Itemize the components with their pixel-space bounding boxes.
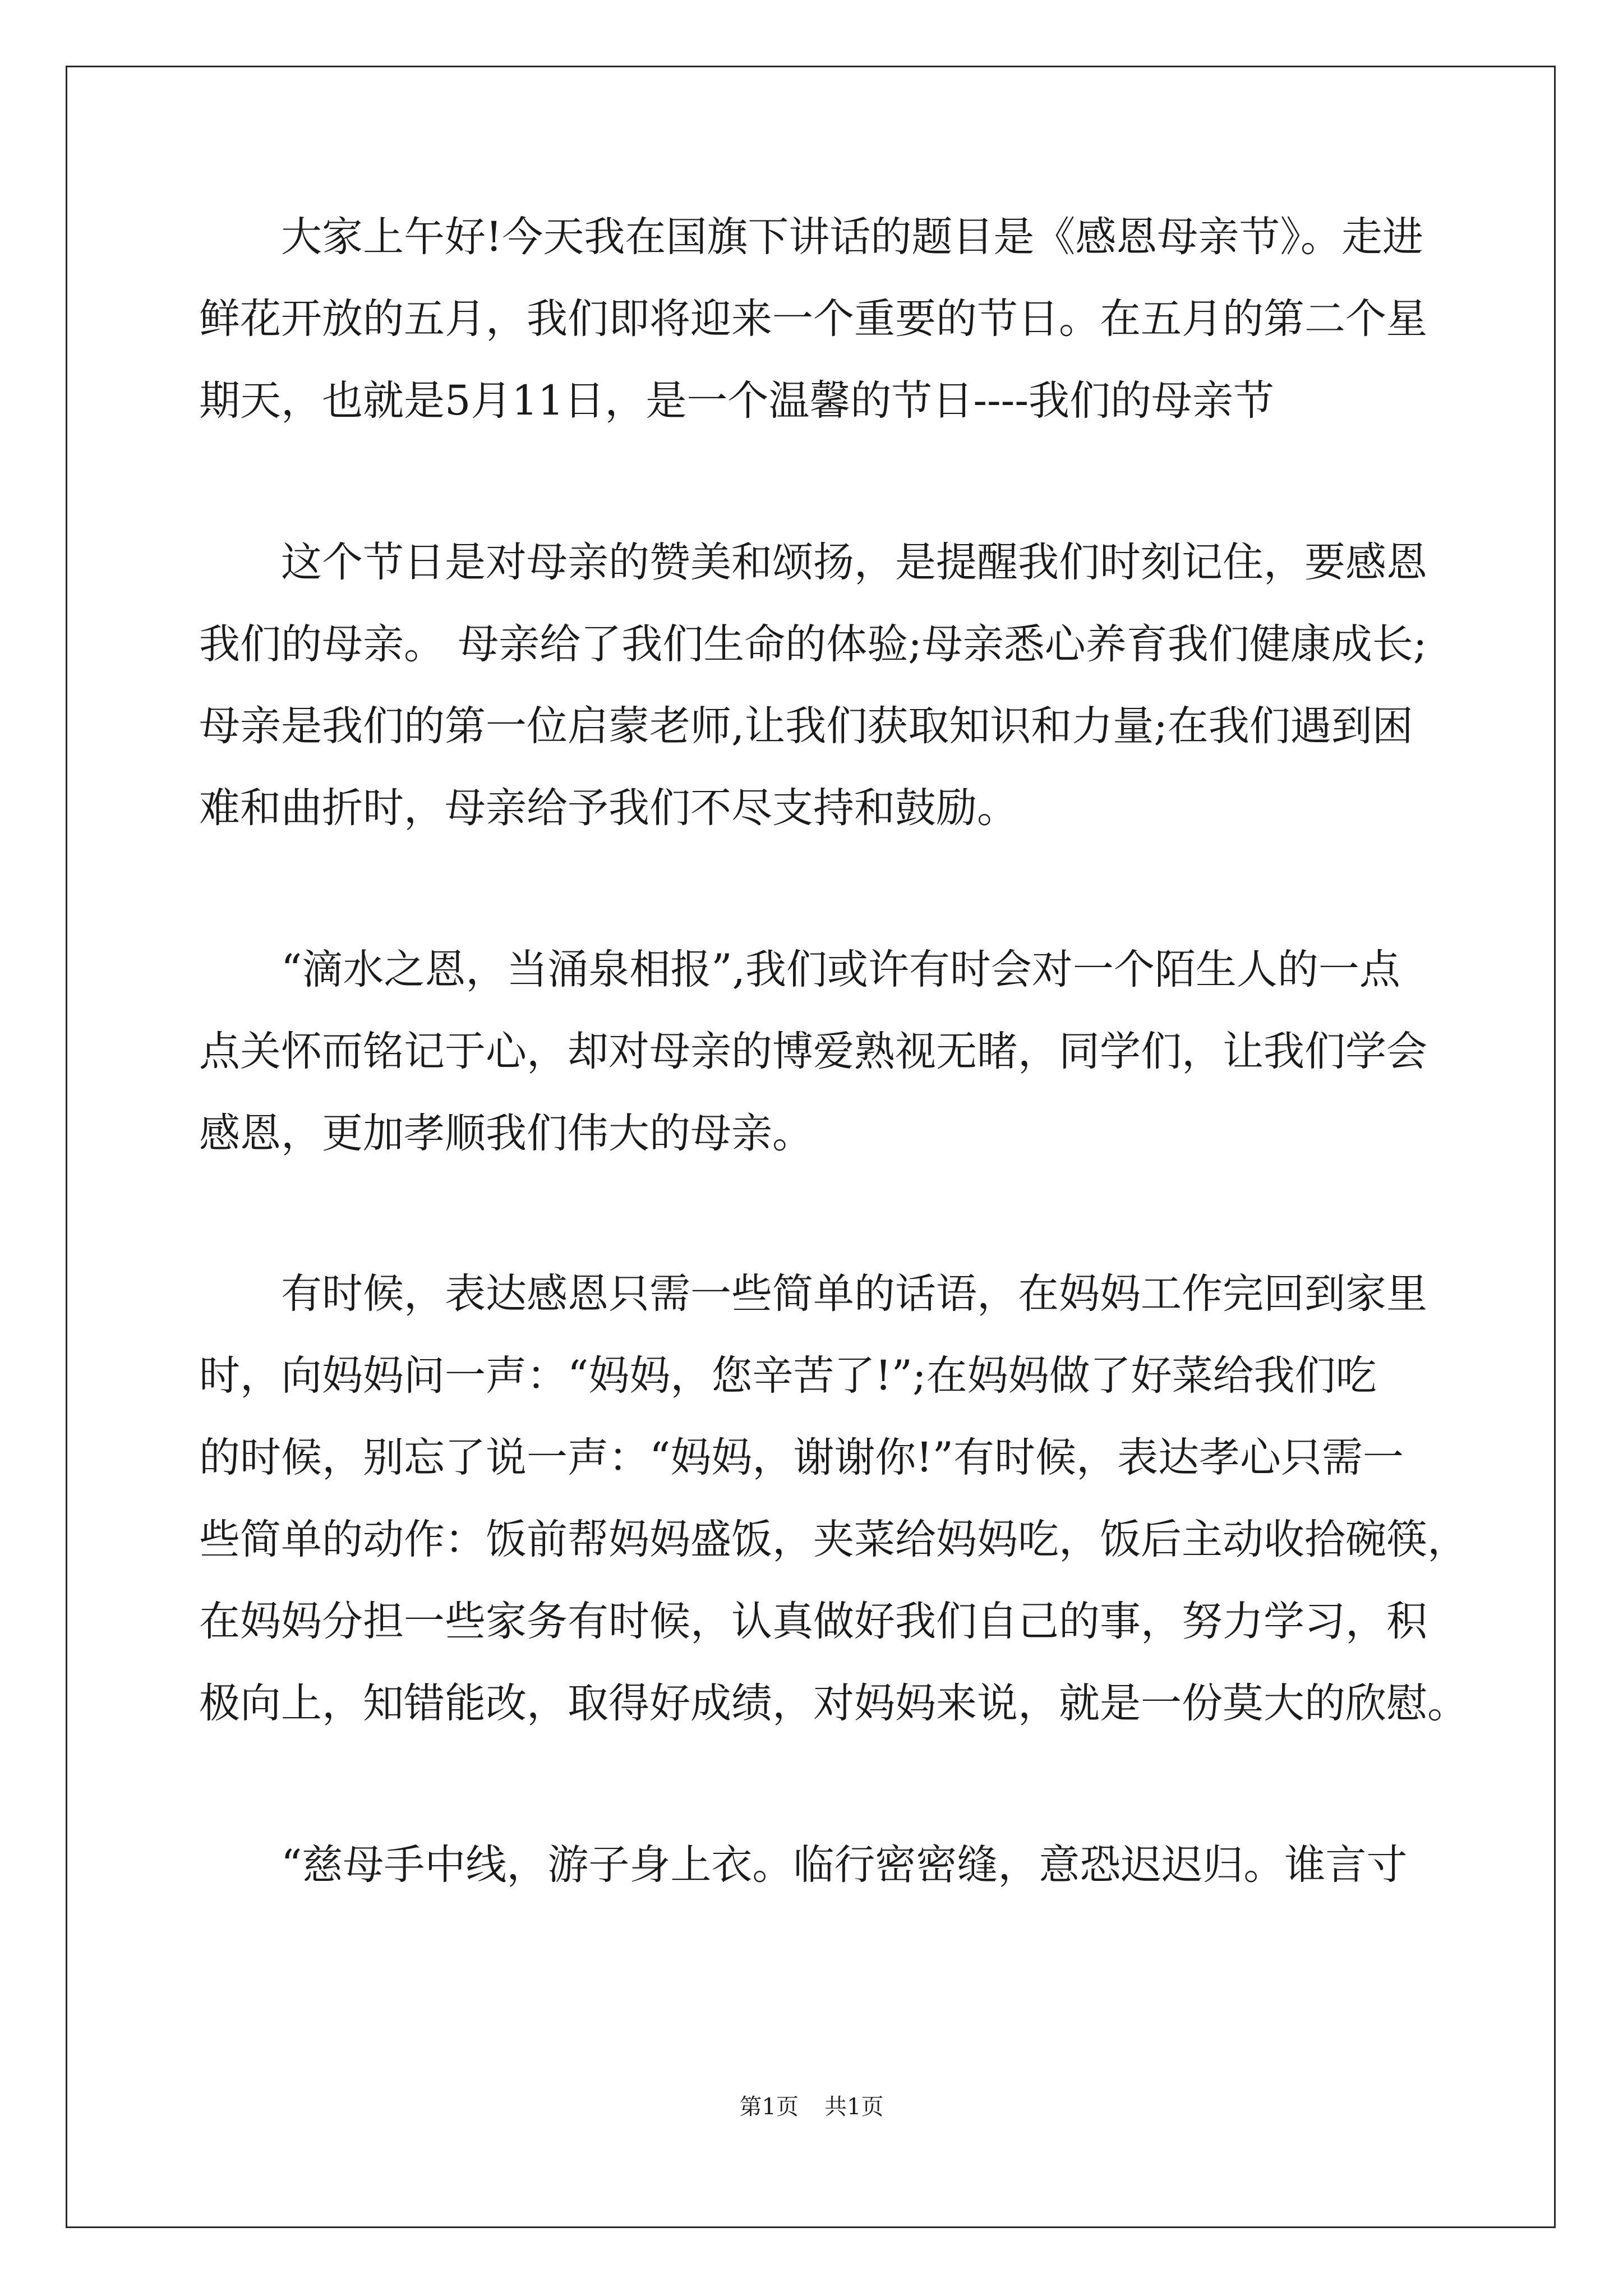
text-line: 难和曲折时，母亲给予我们不尽支持和鼓励。 xyxy=(199,784,1018,832)
text-line: “慈母手中线，游子身上衣。临行密密缝，意恐迟迟归。谁言寸 xyxy=(199,1841,1408,1889)
page-footer xyxy=(0,2093,1623,2120)
text-line: 鲜花开放的五月，我们即将迎来一个重要的节日。在五月的第二个星 xyxy=(199,295,1427,343)
text-line: 这个节日是对母亲的赞美和颂扬，是提醒我们时刻记住，要感恩 xyxy=(199,539,1427,586)
page-number: 第1页 xyxy=(739,2094,799,2120)
text-line: 点关怀而铭记于心，却对母亲的博爱熟视无睹，同学们，让我们学会 xyxy=(199,1028,1427,1075)
text-line: 我们的母亲。 母亲给了我们生命的体验;母亲悉心养育我们健康成长; xyxy=(199,620,1427,668)
text-line: 期天，也就是5月11日，是一个温馨的节日----我们的母亲节 xyxy=(199,377,1274,425)
text-line: 母亲是我们的第一位启蒙老师,让我们获取知识和力量;在我们遇到困 xyxy=(199,702,1413,750)
text-line: 感恩，更加孝顺我们伟大的母亲。 xyxy=(199,1110,813,1157)
text-line: “滴水之恩，当涌泉相报”,我们或许有时会对一个陌生人的一点 xyxy=(199,946,1400,993)
text-line: 时，向妈妈问一声：“妈妈，您辛苦了!”;在妈妈做了好菜给我们吃 xyxy=(199,1352,1377,1400)
text-line: 的时候，别忘了说一声：“妈妈，谢谢你!”有时候，表达孝心只需一 xyxy=(199,1434,1404,1481)
text-line: 在妈妈分担一些家务有时候，认真做好我们自己的事，努力学习，积 xyxy=(199,1598,1427,1645)
text-line: 有时候，表达感恩只需一些简单的话语，在妈妈工作完回到家里 xyxy=(199,1270,1427,1318)
page-total: 共1页 xyxy=(824,2094,884,2120)
text-line: 极向上，知错能改，取得好成绩，对妈妈来说，就是一份莫大的欣慰。 xyxy=(199,1680,1468,1727)
text-line: 些简单的动作：饭前帮妈妈盛饭，夹菜给妈妈吃，饭后主动收拾碗筷， xyxy=(199,1516,1468,1563)
text-line: 大家上午好!今天我在国旗下讲话的题目是《感恩母亲节》。走进 xyxy=(199,213,1423,261)
